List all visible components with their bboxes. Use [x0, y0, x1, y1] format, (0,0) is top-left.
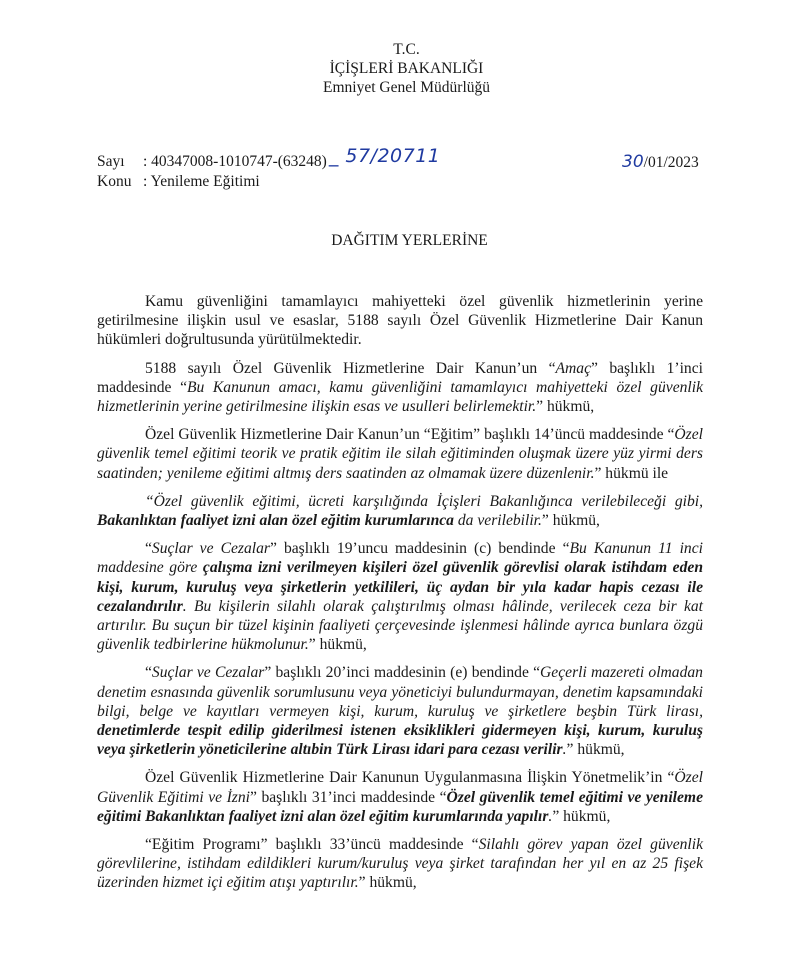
distribution-title: DAĞITIM YERLERİNE	[331, 232, 488, 249]
letterhead-directorate: Emniyet Genel Müdürlüğü	[322, 79, 491, 96]
konu-value: : Yenileme Eğitimi	[143, 173, 260, 190]
sayi-value: : 40347008-1010747-(63248)	[143, 153, 327, 170]
paragraph-3: Özel Güvenlik Hizmetlerine Dair Kanun’un “Eğitim” başlıklı 14’üncü maddesinde “Özel güvenlik temel eğitimi teorik ve pratik eğitim ile silah eğitiminden oluşmak üzere yüz yirmi ders saatinden; yenileme eğitimi altmış ders saatinden az olmamak üzere düzenlenir.” hükmü ile	[97, 426, 703, 482]
document-meta	[97, 145, 441, 192]
paragraph-2: 5188 sayılı Özel Güvenlik Hizmetlerine Dair Kanun’un “Amaç” başlıklı 1’inci maddesinde “Bu Kanunun amacı, kamu güvenliğini tamamlayıcı mahiyetteki özel güvenlik hizmetlerinin yerine getirilmesine ilişkin esas ve usulleri belirlemektir.” hükmü,	[97, 359, 703, 416]
paragraph-6: “Suçlar ve Cezalar” başlıklı 20’inci maddesinin (e) bendinde “Geçerli mazereti olmadan denetim esnasında güvenlik sorumlusunu veya yöneticiyi bulundurmayan, denetim kapsamındaki bilgi, belge ve kayıtları vermeyen kişi, kurum, kuruluş ve şirketlere beşbin Türk lirası, denetimlerde tespit edilip giderilmesi istenen eksiklikleri gidermeyen kişi, kurum, kuruluş veya şirketlerin yöneticilerine altıbin Türk Lirası idari para cezası verilir.” hükmü,	[97, 664, 703, 759]
konu-row	[97, 172, 440, 192]
paragraph-4: “Özel güvenlik eğitimi, ücreti karşılığında İçişleri Bakanlığınca verilebileceği gibi, Bakanlıktan faaliyet izni alan özel eğitim kurumlarınca da verilebilir.” hükmü,	[97, 492, 703, 530]
date-printed: /01/2023	[643, 154, 699, 171]
date-handwritten-day: 30	[622, 152, 644, 172]
sayi-handwritten-number: _ 57/20711	[328, 145, 441, 167]
konu-label: Konu	[97, 173, 132, 190]
paragraph-8: “Eğitim Programı” başlıklı 33’üncü maddesinde “Silahlı görev yapan özel güvenlik görevlilerine, istihdam edildikleri kurum/kuruluş veya şirket tarafından her yıl en az 25 fişek üzerinden hizmet içi eğitim atışı yaptırılır.” hükmü,	[97, 836, 703, 892]
paragraph-1: Kamu güvenliğini tamamlayıcı mahiyetteki özel güvenlik hizmetlerinin yerine getirilmesine ilişkin usul ve esaslar, 5188 sayılı Özel Güvenlik Hizmetlerine Dair Kanun hükümleri doğrultusunda yürütülmektedir.	[97, 293, 703, 349]
sayi-label: Sayı	[97, 153, 125, 170]
letterhead-tc: T.C.	[393, 41, 420, 58]
paragraph-7: Özel Güvenlik Hizmetlerine Dair Kanunun Uygulanmasına İlişkin Yönetmelik’in “Özel Güvenlik Eğitimi ve İzni” başlıklı 31’inci maddesinde “Özel güvenlik temel eğitimi ve yenileme eğitimi Bakanlıktan faaliyet izni alan özel eğitim kurumlarında yapılır.” hükmü,	[97, 769, 703, 825]
sayi-row	[97, 145, 441, 172]
document-body	[97, 292, 703, 902]
document-date	[622, 152, 699, 173]
letterhead-ministry: İÇİŞLERİ BAKANLIĞI	[329, 60, 484, 77]
letterhead	[0, 40, 793, 97]
paragraph-5: “Suçlar ve Cezalar” başlıklı 19’uncu maddesinin (c) bendinde “Bu Kanunun 11 inci maddesine göre çalışma izni verilmeyen kişileri özel güvenlik görevlisi olarak istihdam eden kişi, kurum, kuruluş veya şirketlerin yetkilileri, üç aydan bir yıla kadar hapis cezası ile cezalandırılır. Bu kişilerin silahlı olarak çalıştırılmış olması hâlinde, verilecek ceza bir kat artırılır. Bu suçun bir tüzel kişinin faaliyeti çerçevesinde işlenmesi hâlinde ayrıca bunlara özgü güvenlik tedbirlerine hükmolunur.” hükmü,	[97, 540, 703, 654]
